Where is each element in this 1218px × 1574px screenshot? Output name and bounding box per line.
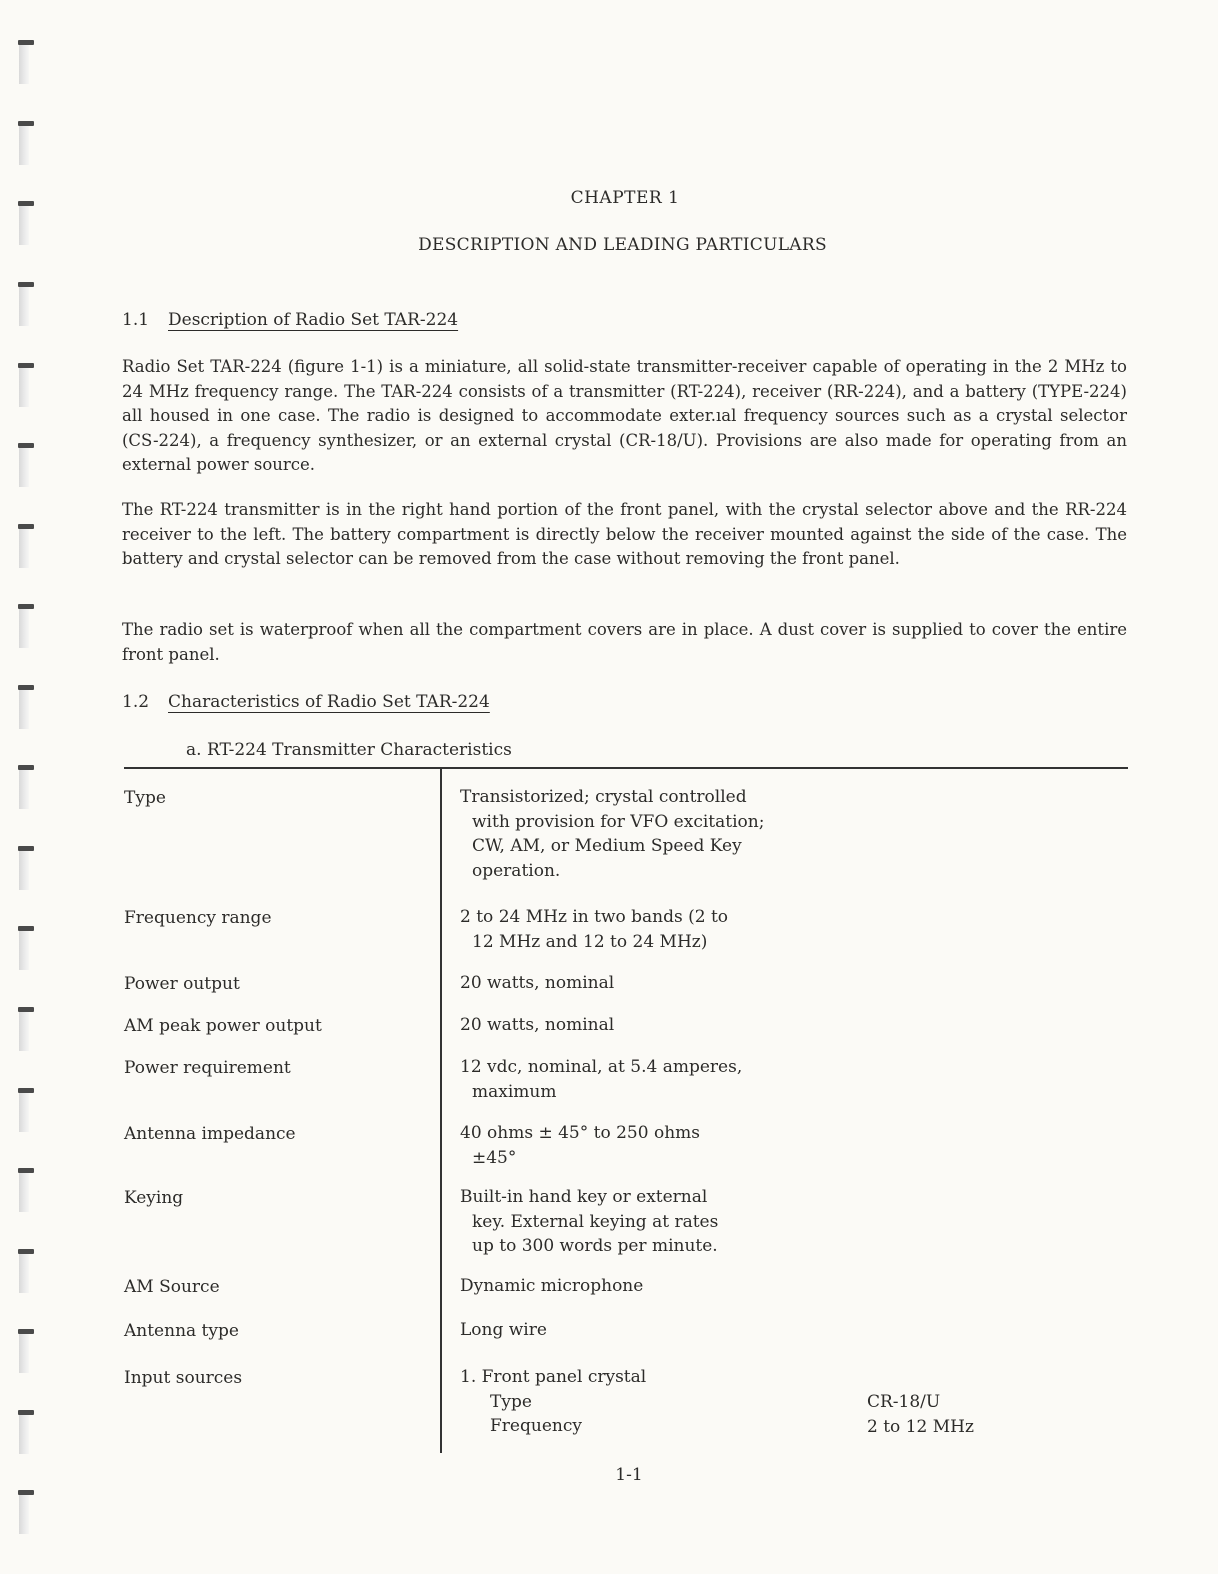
- binding-ring: [18, 40, 36, 84]
- value-line: 40 ohms ± 45° to 250 ohms: [460, 1123, 701, 1143]
- binding-ring: [18, 1249, 36, 1293]
- value-line: Long wire: [460, 1320, 547, 1340]
- row-value-antenna-type: [460, 1318, 547, 1343]
- section-heading-1-1: [122, 310, 458, 330]
- binding-ring: [18, 282, 36, 326]
- row-value-input-sources: [460, 1365, 646, 1439]
- row-value-type: [460, 785, 764, 883]
- binding-ring: [18, 1007, 36, 1051]
- value-line: 20 watts, nominal: [460, 1015, 615, 1035]
- value-line: ±45°: [472, 1147, 517, 1168]
- row-value-frequency-range: [460, 905, 728, 954]
- section-title: Description of Radio Set TAR-224: [168, 310, 459, 330]
- row-label-keying: Keying: [124, 1188, 184, 1208]
- value-line: up to 300 words per minute.: [472, 1236, 718, 1256]
- value-line: 20 watts, nominal: [460, 973, 615, 993]
- binding-ring: [18, 121, 36, 165]
- value-line: Built-in hand key or external: [460, 1187, 708, 1207]
- value-line: 2 to 24 MHz in two bands (2 to: [460, 907, 729, 927]
- row-value-power-output: [460, 971, 614, 996]
- value-line: maximum: [472, 1081, 557, 1102]
- value-line: with provision for VFO excitation;: [472, 811, 765, 832]
- binding-ring: [18, 765, 36, 809]
- binding-ring: [18, 524, 36, 568]
- value-line: 12 MHz and 12 to 24 MHz): [472, 931, 708, 952]
- row-value-am-source: [460, 1274, 643, 1299]
- row-value-power-requirement: [460, 1055, 742, 1104]
- row-label-antenna-impedance: Antenna impedance: [124, 1124, 296, 1144]
- row-label-type: Type: [124, 788, 166, 808]
- row-value-antenna-impedance: [460, 1121, 700, 1170]
- binding-ring: [18, 1329, 36, 1373]
- section-number: 1.1: [122, 310, 150, 330]
- value-line: Transistorized; crystal controlled: [460, 787, 747, 807]
- value-line: key. External keying at rates: [472, 1211, 719, 1232]
- section-number: 1.2: [122, 692, 150, 712]
- subsection-heading: a. RT-224 Transmitter Characteristics: [186, 740, 512, 760]
- value-line: 12 vdc, nominal, at 5.4 amperes,: [460, 1057, 743, 1077]
- row-label-am-peak-power: AM peak power output: [124, 1016, 322, 1036]
- binding-ring: [18, 1088, 36, 1132]
- page-number: 1-1: [615, 1465, 643, 1485]
- value-line: Type: [490, 1391, 532, 1412]
- binding-ring: [18, 363, 36, 407]
- row-label-power-output: Power output: [124, 974, 240, 994]
- value-line: operation.: [472, 860, 561, 881]
- paragraph-waterproof: The radio set is waterproof when all the compartment covers are in place. A dust cover is supplied to cover the entire front panel.: [122, 620, 1127, 664]
- value-line: Frequency: [490, 1416, 582, 1436]
- row-value-am-peak-power: [460, 1013, 614, 1038]
- binding-ring: [18, 1410, 36, 1454]
- table-column-divider: [440, 769, 442, 1453]
- row-label-input-sources: Input sources: [124, 1368, 243, 1388]
- row-value-keying: [460, 1185, 718, 1259]
- table-top-rule: [124, 767, 1128, 769]
- chapter-title: DESCRIPTION AND LEADING PARTICULARS: [418, 235, 827, 255]
- value-line: 1. Front panel crystal: [460, 1367, 647, 1387]
- section-heading-1-2: [122, 692, 490, 712]
- binding-ring: [18, 846, 36, 890]
- paragraph-layout: The RT-224 transmitter is in the right hand portion of the front panel, with the crystal selector above and the RR-224 receiver to the left. The battery compartment is directly below the receiver mounted against the side of the case. The battery and crystal selector can be removed from the case without removing the front panel.: [122, 500, 1127, 568]
- row-label-am-source: AM Source: [124, 1277, 220, 1297]
- side-value: CR-18/U: [867, 1392, 941, 1412]
- binding-ring: [18, 604, 36, 648]
- binding-ring: [18, 926, 36, 970]
- paragraph-description: Radio Set TAR-224 (figure 1-1) is a miniature, all solid-state transmitter-receiver capable of operating in the 2 MHz to 24 MHz frequency range. The TAR-224 consists of a transmitter (RT-224), receiver (RR-224), and a battery (TYPE-224) all housed in one case. The radio is designed to accommodate exter.ıal frequency sources such as a crystal selector (CS-224), a frequency synthesizer, or an external crystal (CR-18/U). Provisions are also made for operating from an external power source.: [122, 357, 1127, 474]
- binding-ring: [18, 1490, 36, 1534]
- row-label-power-requirement: Power requirement: [124, 1058, 291, 1078]
- binding-ring: [18, 1168, 36, 1212]
- binding-ring: [18, 685, 36, 729]
- section-title: Characteristics of Radio Set TAR-224: [168, 692, 490, 712]
- row-label-frequency-range: Frequency range: [124, 908, 272, 928]
- value-line: CW, AM, or Medium Speed Key: [472, 836, 742, 856]
- side-value: 2 to 12 MHz: [867, 1416, 974, 1437]
- binding-ring: [18, 443, 36, 487]
- chapter-heading: CHAPTER 1: [570, 188, 680, 208]
- value-line: Dynamic microphone: [460, 1276, 644, 1296]
- input-sources-side-values: [867, 1390, 974, 1439]
- row-label-antenna-type: Antenna type: [124, 1321, 239, 1341]
